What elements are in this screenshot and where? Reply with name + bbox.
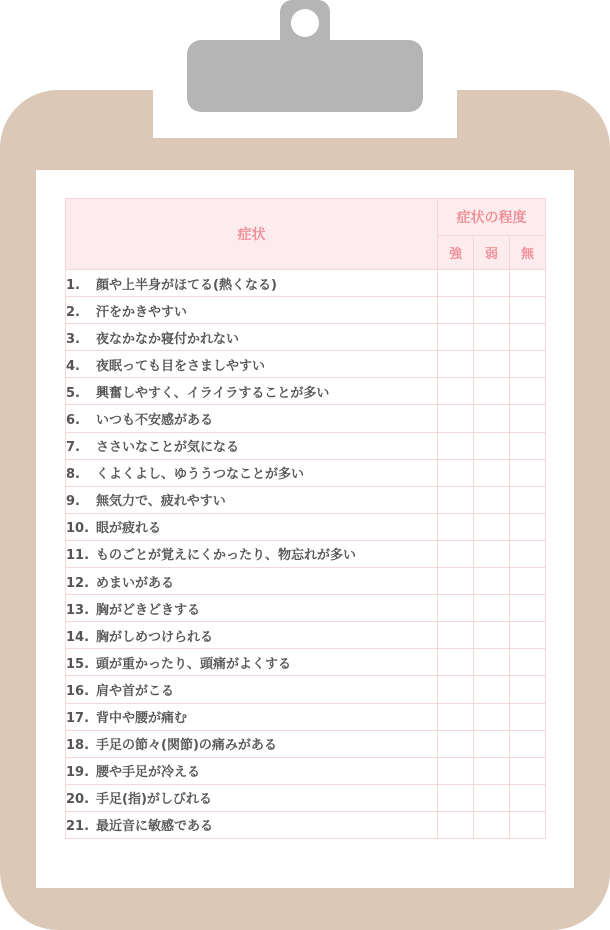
symptom-text: 腰や手足が冷える	[96, 765, 201, 781]
check-cell-strong[interactable]	[438, 513, 474, 540]
symptom-text: 眼が疲れる	[96, 521, 162, 537]
symptom-number: 12.	[66, 575, 90, 591]
symptom-number: 18.	[66, 738, 90, 754]
table-row	[66, 595, 546, 622]
symptom-number: 5.	[66, 385, 80, 401]
check-cell-none[interactable]	[510, 324, 546, 351]
check-cell-none[interactable]	[510, 297, 546, 324]
symptom-number: 20.	[66, 792, 90, 808]
check-cell-weak[interactable]	[474, 703, 510, 730]
table-row	[66, 513, 546, 540]
check-cell-weak[interactable]	[474, 405, 510, 432]
check-cell-none[interactable]	[510, 649, 546, 676]
check-cell-weak[interactable]	[474, 649, 510, 676]
check-cell-none[interactable]	[510, 622, 546, 649]
check-cell-weak[interactable]	[474, 784, 510, 811]
clip-hole	[291, 9, 319, 37]
check-cell-weak[interactable]	[474, 811, 510, 838]
symptom-cell	[66, 513, 438, 540]
symptom-cell	[66, 730, 438, 757]
symptom-cell	[66, 432, 438, 459]
check-cell-strong[interactable]	[438, 432, 474, 459]
symptom-cell	[66, 351, 438, 378]
symptom-number: 17.	[66, 711, 90, 727]
check-cell-weak[interactable]	[474, 540, 510, 567]
symptom-text: 無気力で、疲れやすい	[96, 494, 226, 510]
symptom-number: 14.	[66, 629, 90, 645]
check-cell-strong[interactable]	[438, 459, 474, 486]
check-cell-weak[interactable]	[474, 757, 510, 784]
symptom-cell	[66, 757, 438, 784]
symptom-number: 16.	[66, 683, 90, 699]
symptom-number: 15.	[66, 656, 90, 672]
table-row	[66, 324, 546, 351]
check-cell-strong[interactable]	[438, 324, 474, 351]
check-cell-weak[interactable]	[474, 270, 510, 297]
symptom-text: 夜眠っても目をさましやすい	[96, 358, 266, 374]
check-cell-strong[interactable]	[438, 405, 474, 432]
check-cell-none[interactable]	[510, 757, 546, 784]
symptom-checklist-table	[65, 198, 546, 839]
table-row	[66, 270, 546, 297]
symptom-number: 2.	[66, 304, 80, 320]
check-cell-weak[interactable]	[474, 378, 510, 405]
table-row	[66, 540, 546, 567]
symptom-cell	[66, 297, 438, 324]
table-row	[66, 378, 546, 405]
check-cell-weak[interactable]	[474, 297, 510, 324]
symptom-number: 9.	[66, 494, 80, 510]
table-row	[66, 568, 546, 595]
symptom-header: 症状	[66, 199, 438, 270]
check-cell-weak[interactable]	[474, 324, 510, 351]
symptom-text: くよくよし、ゆううつなことが多い	[96, 467, 305, 483]
check-cell-strong[interactable]	[438, 351, 474, 378]
symptom-text: 手足の節々(関節)の痛みがある	[96, 738, 277, 754]
check-cell-weak[interactable]	[474, 622, 510, 649]
check-cell-none[interactable]	[510, 703, 546, 730]
symptom-cell	[66, 703, 438, 730]
symptom-cell	[66, 676, 438, 703]
check-cell-strong[interactable]	[438, 622, 474, 649]
check-cell-none[interactable]	[510, 568, 546, 595]
level-header-strong: 強	[438, 235, 474, 270]
check-cell-none[interactable]	[510, 459, 546, 486]
check-cell-strong[interactable]	[438, 568, 474, 595]
symptom-cell	[66, 270, 438, 297]
check-cell-weak[interactable]	[474, 432, 510, 459]
check-cell-strong[interactable]	[438, 649, 474, 676]
symptom-number: 19.	[66, 765, 90, 781]
symptom-number: 3.	[66, 331, 80, 347]
symptom-number: 13.	[66, 602, 90, 618]
symptom-cell	[66, 378, 438, 405]
check-cell-weak[interactable]	[474, 459, 510, 486]
check-cell-none[interactable]	[510, 405, 546, 432]
symptom-cell	[66, 595, 438, 622]
check-cell-strong[interactable]	[438, 378, 474, 405]
symptom-number: 10.	[66, 521, 90, 537]
symptom-number: 6.	[66, 413, 80, 429]
symptom-number: 1.	[66, 277, 80, 293]
table-row	[66, 351, 546, 378]
symptom-text: 顔や上半身がほてる(熱くなる)	[96, 277, 277, 293]
symptom-text: いつも不安感がある	[96, 413, 214, 429]
table-row	[66, 459, 546, 486]
symptom-text: 汗をかきやすい	[96, 304, 188, 320]
check-cell-strong[interactable]	[438, 270, 474, 297]
symptom-text: 頭が重かったり、頭痛がよくする	[96, 656, 292, 672]
symptom-number: 21.	[66, 819, 90, 835]
symptom-cell	[66, 459, 438, 486]
check-cell-strong[interactable]	[438, 540, 474, 567]
check-cell-none[interactable]	[510, 351, 546, 378]
check-cell-strong[interactable]	[438, 811, 474, 838]
symptom-text: ささいなことが気になる	[96, 440, 240, 456]
check-cell-strong[interactable]	[438, 703, 474, 730]
symptom-number: 8.	[66, 467, 80, 483]
symptom-text: ものごとが覚えにくかったり、物忘れが多い	[96, 548, 357, 564]
symptom-text: 胸がしめつけられる	[96, 629, 214, 645]
table-row	[66, 730, 546, 757]
check-cell-weak[interactable]	[474, 486, 510, 513]
check-cell-none[interactable]	[510, 811, 546, 838]
check-cell-strong[interactable]	[438, 297, 474, 324]
symptom-text: めまいがある	[96, 575, 175, 591]
check-cell-none[interactable]	[510, 432, 546, 459]
symptom-text: 胸がどきどきする	[96, 602, 201, 618]
check-cell-weak[interactable]	[474, 568, 510, 595]
check-cell-none[interactable]	[510, 595, 546, 622]
check-cell-weak[interactable]	[474, 513, 510, 540]
symptom-text: 最近音に敏感である	[96, 819, 214, 835]
symptom-cell	[66, 405, 438, 432]
check-cell-strong[interactable]	[438, 676, 474, 703]
table-row	[66, 811, 546, 838]
table-row	[66, 405, 546, 432]
symptom-text: 手足(指)がしびれる	[96, 792, 212, 808]
symptom-cell	[66, 568, 438, 595]
check-cell-none[interactable]	[510, 486, 546, 513]
degree-header: 症状の程度	[438, 199, 546, 236]
check-cell-none[interactable]	[510, 378, 546, 405]
check-cell-weak[interactable]	[474, 351, 510, 378]
symptom-text: 興奮しやすく、イライラすることが多い	[96, 385, 330, 401]
symptom-cell	[66, 324, 438, 351]
symptom-cell	[66, 622, 438, 649]
check-cell-strong[interactable]	[438, 486, 474, 513]
check-cell-none[interactable]	[510, 676, 546, 703]
check-cell-weak[interactable]	[474, 730, 510, 757]
table-row	[66, 622, 546, 649]
table-row	[66, 432, 546, 459]
check-cell-strong[interactable]	[438, 595, 474, 622]
level-header-weak: 弱	[474, 235, 510, 270]
table-row	[66, 703, 546, 730]
check-cell-weak[interactable]	[474, 595, 510, 622]
check-cell-none[interactable]	[510, 540, 546, 567]
table-row	[66, 649, 546, 676]
table-row	[66, 784, 546, 811]
symptom-text: 夜なかなか寝付かれない	[96, 331, 240, 347]
symptom-cell	[66, 486, 438, 513]
table-row	[66, 676, 546, 703]
check-cell-weak[interactable]	[474, 676, 510, 703]
symptom-text: 肩や首がこる	[96, 683, 175, 699]
symptom-cell	[66, 811, 438, 838]
symptom-cell	[66, 649, 438, 676]
check-cell-none[interactable]	[510, 513, 546, 540]
check-cell-strong[interactable]	[438, 757, 474, 784]
table-row	[66, 297, 546, 324]
symptom-cell	[66, 784, 438, 811]
symptom-cell	[66, 540, 438, 567]
check-cell-strong[interactable]	[438, 784, 474, 811]
level-header-none: 無	[510, 235, 546, 270]
check-cell-none[interactable]	[510, 730, 546, 757]
table-row	[66, 486, 546, 513]
symptom-number: 4.	[66, 358, 80, 374]
symptom-number: 7.	[66, 440, 80, 456]
table-row	[66, 757, 546, 784]
symptom-text: 背中や腰が痛む	[96, 711, 188, 727]
check-cell-none[interactable]	[510, 784, 546, 811]
symptom-number: 11.	[66, 548, 90, 564]
check-cell-strong[interactable]	[438, 730, 474, 757]
check-cell-none[interactable]	[510, 270, 546, 297]
